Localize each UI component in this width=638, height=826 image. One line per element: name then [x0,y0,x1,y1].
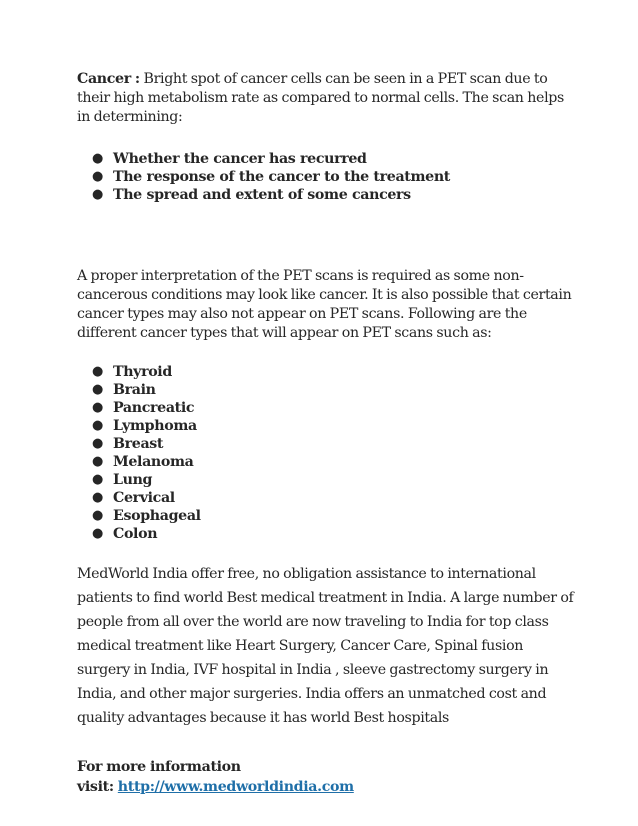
cancer-label: Cancer : [77,71,140,87]
interpretation-paragraph: A proper interpretation of the PET scans is required as some non-cancerous conditions may look like cancer. It is also possible that certain cancer types may also not appear on PET scans. Following are the different cancer types that will appear on PET scans such as: [77,268,572,341]
list-item: ● Breast [92,436,164,452]
list-item: ● Cervical [92,490,175,506]
list-item: ● The spread and extent of some cancers [92,187,411,203]
more-info-heading: For more information [77,759,241,775]
more-info-section [77,757,577,797]
website-link[interactable]: http://www.medworldindia.com [117,779,354,795]
bullet-icon: ● [92,472,103,487]
bullet-icon: ● [92,490,103,505]
list-item: ● Brain [92,382,156,398]
cancer-types-list [77,363,577,543]
bullet-icon: ● [92,364,103,379]
bullet-icon: ● [92,526,103,541]
list-item: ● Esophageal [92,508,201,524]
visit-line [77,777,577,797]
visit-label: visit: [77,779,114,795]
list-item: ● Colon [92,526,158,542]
bullet-icon: ● [92,169,103,184]
medworld-section [77,562,577,730]
bullet-icon: ● [92,454,103,469]
bullet-icon: ● [92,436,103,451]
intro-text: Bright spot of cancer cells can be seen in a PET scan due to their high metabolism rate as compared to normal cells. The scan helps in determining: [77,71,564,125]
intro-paragraph [77,70,577,127]
list-item: ● Pancreatic [92,400,195,416]
list-item: ● The response of the cancer to the treatment [92,169,450,185]
determining-list [77,150,577,204]
bullet-icon: ● [92,508,103,523]
document-page [77,70,577,797]
list-item: ● Whether the cancer has recurred [92,151,367,167]
list-item: ● Melanoma [92,454,194,470]
bullet-icon: ● [92,382,103,397]
medworld-paragraph: MedWorld India offer free, no obligation assistance to international patients to find world Best medical treatment in India. A large number of people from all over the world are now traveling to India for top class medical treatment like Heart Surgery, Cancer Care, Spinal fusion surgery in India, IVF hospital in India , sleeve gastrectomy surgery in India, and other major surgeries. India offers an unmatched cost and quality advantages because it has world Best hospitals [77,566,574,726]
bullet-icon: ● [92,151,103,166]
list-item: ● Thyroid [92,364,172,380]
list-item: ● Lymphoma [92,418,197,434]
bullet-icon: ● [92,418,103,433]
bullet-icon: ● [92,187,103,202]
bullet-icon: ● [92,400,103,415]
list-item: ● Lung [92,472,153,488]
